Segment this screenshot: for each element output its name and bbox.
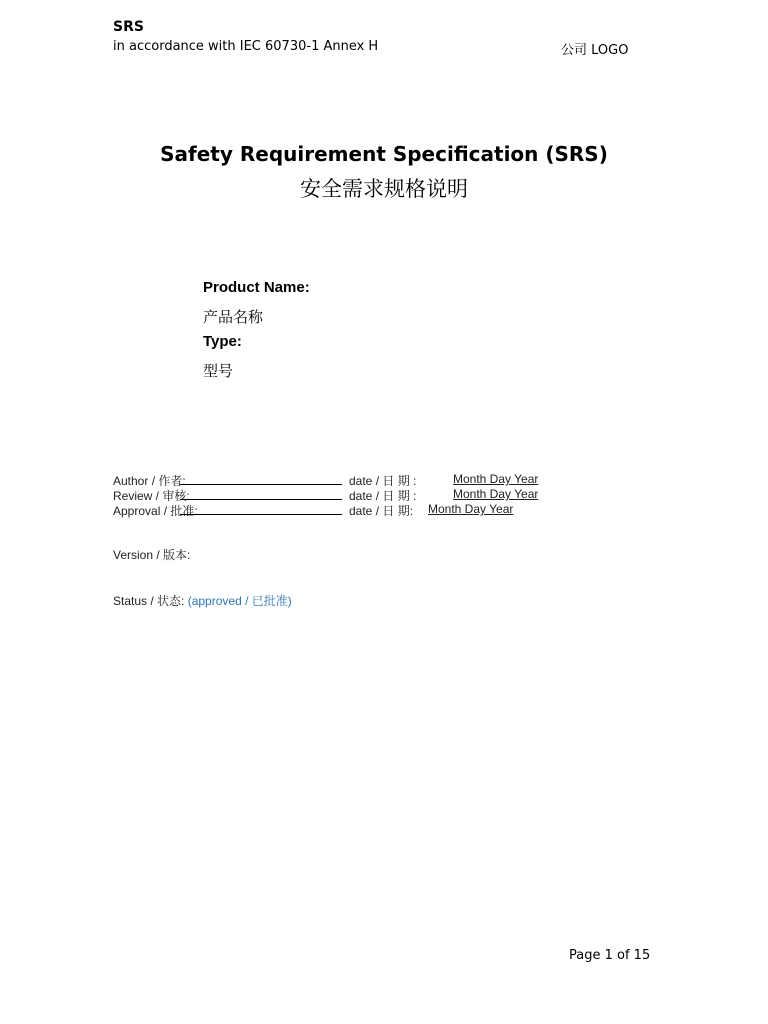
page-number: Page 1 of 15 (569, 948, 651, 963)
author-date-label: date / 日 期 : (349, 474, 417, 488)
status-label: Status / 状态: (113, 594, 185, 608)
review-date-value: Month Day Year (453, 487, 539, 501)
approval-date-label: date / 日 期: (349, 504, 414, 518)
review-date-label: date / 日 期 : (349, 489, 417, 503)
status-value: (approved / 已批准) (187, 594, 292, 608)
version-label: Version / 版本: (113, 548, 191, 562)
author-date-value: Month Day Year (453, 472, 539, 486)
status-line (113, 592, 292, 609)
document-title: Safety Requirement Specification (SRS) (160, 142, 608, 166)
document-title-chinese: 安全需求规格说明 (300, 177, 468, 201)
approval-date-value: Month Day Year (428, 502, 514, 516)
type-label: Type: (203, 333, 242, 350)
product-name-label: Product Name: (203, 279, 310, 296)
product-name-value: 产品名称 (203, 309, 264, 326)
header-subtitle: in accordance with IEC 60730-1 Annex H (113, 39, 379, 54)
approval-signature-line[interactable] (180, 502, 342, 515)
author-label: Author / 作者: (113, 474, 186, 488)
author-signature-line[interactable] (180, 472, 342, 485)
type-value: 型号 (203, 363, 234, 380)
review-signature-line[interactable] (180, 487, 342, 500)
company-logo-placeholder: 公司 LOGO (561, 43, 629, 58)
approval-label: Approval / 批准: (113, 504, 198, 518)
review-label: Review / 审核: (113, 489, 190, 503)
header-title: SRS (113, 19, 144, 35)
